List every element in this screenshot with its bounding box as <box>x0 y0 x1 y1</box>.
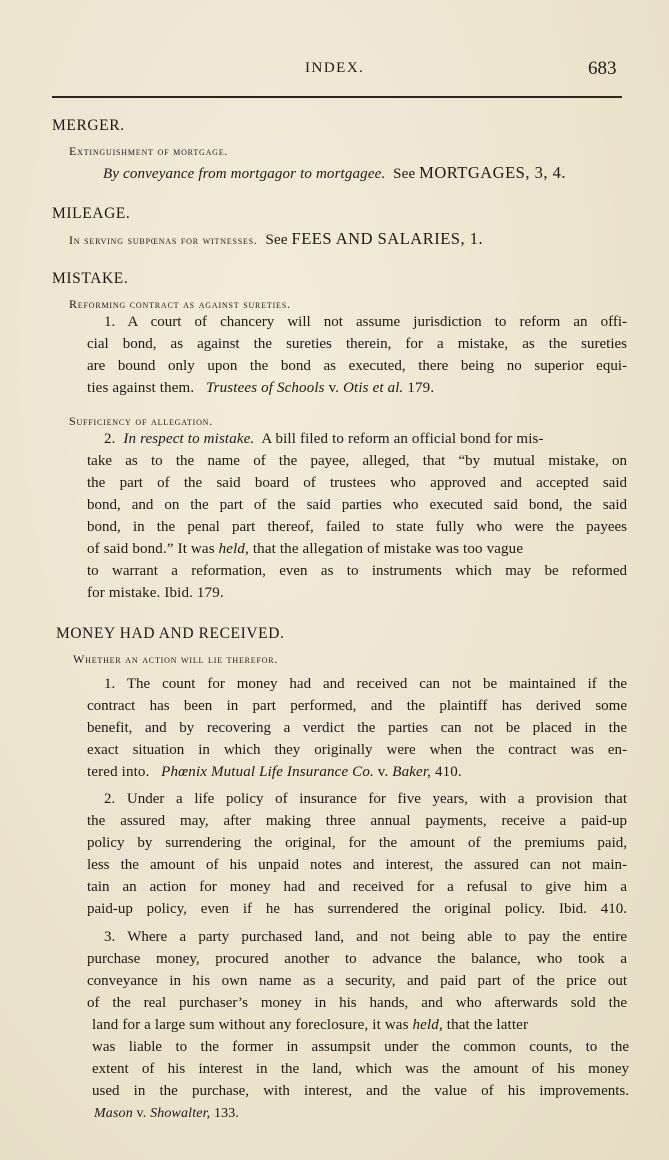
subheading-sufficiency: Sufficiency of allegation. <box>69 414 214 428</box>
header-rule <box>52 96 622 98</box>
paragraph-line: 3. Where a party purchased land, and not being able to pay the entire <box>104 929 627 945</box>
cross-reference-merger <box>103 163 566 183</box>
cross-reference-mileage <box>69 229 483 249</box>
entry-heading-mistake: MISTAKE. <box>52 270 129 287</box>
subheading-whether-action: Whether an action will lie therefor. <box>73 652 279 666</box>
case-name: Mason <box>94 1106 133 1121</box>
cross-ref-target: MORTGAGES, 3, 4. <box>419 163 566 182</box>
paragraph-line: purchase money, procured another to advance the balance, who took a <box>87 951 627 967</box>
case-name: Baker, <box>392 764 432 780</box>
page-reference: 410. <box>434 764 462 780</box>
paragraph-line: used in the purchase, with interest, and the value of his improvements. <box>92 1083 629 1099</box>
page-reference: 133. <box>213 1106 240 1121</box>
paragraph-line: bond, in the penal part thereof, failed to state fully who were the payees <box>87 519 627 535</box>
subheading-serving-subpoenas: In serving subpœnas for witnesses. <box>69 233 258 247</box>
paragraph-line: bond, and on the part of the said parties who executed said bond, the said <box>87 497 627 513</box>
page-reference: 179. <box>407 380 435 396</box>
entry-heading-mileage: MILEAGE. <box>52 205 131 222</box>
paragraph-line: was liable to the former in assumpsit under the common counts, to the <box>92 1039 629 1055</box>
paragraph-line: are bound only upon the bond as executed, there being no superior equi- <box>87 358 627 374</box>
paragraph-line: of the real purchaser’s money in his hands, and who afterwards sold the <box>87 995 627 1011</box>
case-name: Showalter, <box>150 1106 211 1121</box>
paragraph-line: contract has been in part performed, and the plaintiff has derived some <box>87 698 627 714</box>
citation-line: ties against them. Trustees of Schools v. Otis et al. 179. <box>87 380 435 396</box>
held-line: land for a large sum without any foreclosure, it was held, that the latter <box>92 1017 529 1033</box>
case-name: Otis et al. <box>343 380 404 396</box>
paragraph-line: cial bond, as against the sureties therein, for a mistake, as the sureties <box>87 336 627 352</box>
paragraph-line: 1. The count for money had and received can not be maintained if the <box>104 676 627 692</box>
paragraph-line: 2. Under a life policy of insurance for five years, with a provision that <box>104 791 627 807</box>
paragraph-line: exact situation in which they originally were when the contract was en- <box>87 742 627 758</box>
case-name: Phœnix Mutual Life Insurance Co. <box>161 764 374 780</box>
held-line: of said bond.” It was held, that the allegation of mistake was too vague <box>87 541 524 557</box>
paragraph-line: policy by surrendering the original, for the amount of the premiums paid, <box>87 835 627 851</box>
subheading-extinguishment: Extinguishment of mortgage. <box>69 144 229 158</box>
see-label: See <box>265 232 288 248</box>
paragraph-line: 1. A court of chancery will not assume jurisdiction to reform an offi- <box>104 314 627 330</box>
entry-heading-money-had: MONEY HAD AND RECEIVED. <box>56 625 285 642</box>
citation-line: for mistake. Ibid. 179. <box>87 585 224 601</box>
citation-line: tered into. Phœnix Mutual Life Insurance Co. v. Baker, 410. <box>87 764 462 780</box>
paragraph-line: benefit, and by recovering a verdict the parties can not be placed in the <box>87 720 627 736</box>
running-head: INDEX. <box>305 60 365 76</box>
paragraph-line: paid-up policy, even if he has surrendered the original policy. Ibid. 410. <box>87 901 627 917</box>
paragraph-line: the assured may, after making three annual payments, receive a paid-up <box>87 813 627 829</box>
see-label: See <box>393 166 416 182</box>
paragraph-line: tain an action for money had and received for a refusal to give him a <box>87 879 627 895</box>
subheading-reforming-contract: Reforming contract as against sureties. <box>69 297 291 311</box>
case-name: Trustees of Schools <box>205 380 325 396</box>
paragraph-line: take as to the name of the payee, alleged, that “by mutual mistake, on <box>87 453 627 469</box>
paragraph-line: conveyance in his own name as a security, and paid part of the price out <box>87 973 627 989</box>
citation-line: Mason v. Showalter, 133. <box>94 1106 240 1121</box>
paragraph-line: extent of his interest in the land, which was the amount of his money <box>92 1061 629 1077</box>
lead-phrase: In respect to mistake. <box>123 431 255 447</box>
cross-ref-text: By conveyance from mortgagor to mortgagee. <box>103 166 386 182</box>
cross-ref-target: FEES AND SALARIES, 1. <box>291 229 484 248</box>
entry-heading-merger: MERGER. <box>52 117 125 134</box>
paragraph-line: the part of the said board of trustees who approved and accepted said <box>87 475 627 491</box>
paragraph-line: to warrant a reformation, even as to instruments which may be reformed <box>87 563 627 579</box>
paragraph-line: less the amount of his unpaid notes and interest, the assured can not main- <box>87 857 627 873</box>
paragraph-first-line: 2. In respect to mistake. A bill filed to reform an official bond for mis- <box>104 431 544 447</box>
page-number: 683 <box>588 58 617 79</box>
